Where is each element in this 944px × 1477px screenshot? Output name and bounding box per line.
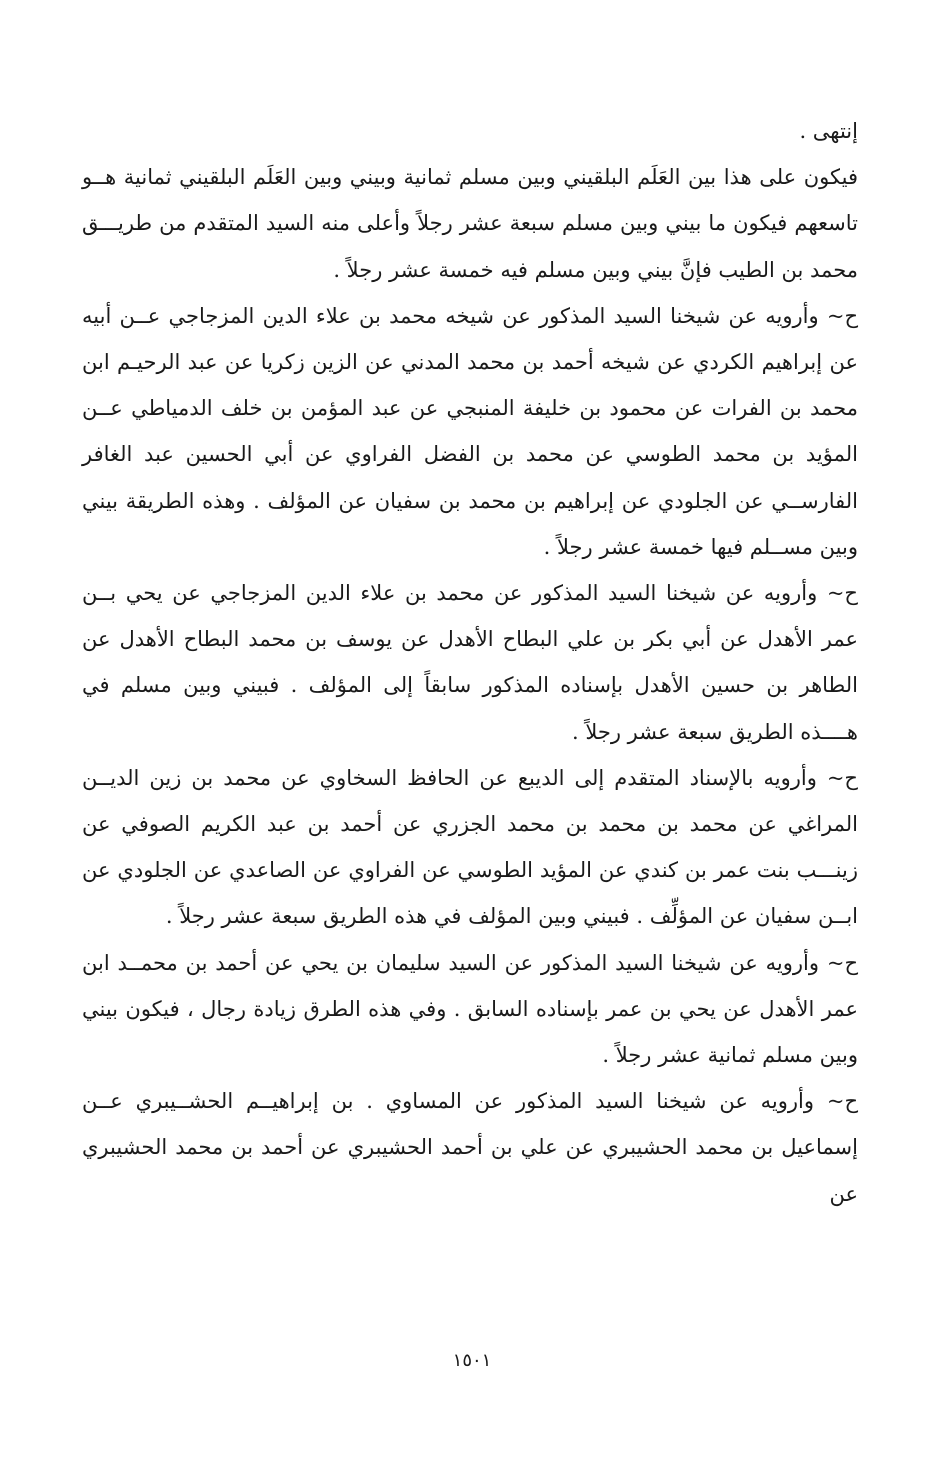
- paragraph: فيكون على هذا بين العَلَم البلقيني وبين مسلم ثمانية وبيني وبين العَلَم البلقيني ثمانية هــو تاسعهم فيكون ما بيني وبين مسلم سبعة عشر رجلاً وأعلى منه السيد المتقدم من طريـــق محمد بن الطيب فإنَّ بيني وبين مسلم فيه خمسة عشر رجلاً .: [82, 165, 858, 282]
- paragraph: ح~ وأرويه عن شيخنا السيد المذكور عن السيد سليمان بن يحي عن أحمد بن محمــد ابن عمر الأهدل عن يحي بن عمر بإسناده السابق . وفي هذه الطرق زيادة رجال ، فيكون بيني وبين مسلم ثمانية عشر رجلاً .: [82, 950, 858, 1068]
- paragraph: إنتهى .: [799, 119, 858, 143]
- paragraph: ح~ وأرويه عن شيخنا السيد المذكور عن شيخه محمد بن علاء الدين المزجاجي عــن أبيه عن إبراهيم الكردي عن شيخه أحمد بن محمد المدني عن الزين زكريا عن عبد الرحيـم ابن محمد بن الفرات عن محمود بن خليفة المنبجي عن عبد المؤمن بن خلف الدمياطي عــن المؤيد بن محمد الطوسي عن محمد بن الفضل الفراوي عن أبي الحسين عبد الغافر الفارســي عن الجلودي عن إبراهيم بن محمد بن سفيان عن المؤلف . وهذه الطريقة بيني وبين مســلم فيها خمسة عشر رجلاً .: [82, 303, 858, 559]
- paragraph: ح~ وأرويه عن شيخنا السيد المذكور عن محمد بن علاء الدين المزجاجي عن يحي بــن عمر الأهدل عن أبي بكر بن علي البطاح الأهدل عن يوسف بن محمد البطاح الأهدل عن الطاهر بن حسين الأهدل بإسناده المذكور سابقاً إلى المؤلف . فبيني وبين مسلم في هــــذه الطريق سبعة عشر رجلاً .: [82, 581, 858, 744]
- paragraph: ح~ وأرويه عن شيخنا السيد المذكور عن المساوي . بن إبراهيــم الحشــيبري عــن إسماعيل بن محمد الحشيبري عن علي بن أحمد الحشيبري عن أحمد بن محمد الحشيبري عن: [82, 1089, 858, 1206]
- body-text: [82, 108, 858, 1217]
- paragraph: ح~ وأرويه بالإسناد المتقدم إلى الديبع عن الحافظ السخاوي عن محمد بن زين الديــن المراغي عن محمد بن محمد بن محمد الجزري عن أحمد بن عبد الكريم الصوفي عن زينـــب بنت عمر بن كندي عن المؤيد الطوسي عن الفراوي عن الصاعدي عن الجلودي عن ابــن سفيان عن المؤلِّف . فبيني وبين المؤلف في هذه الطريق سبعة عشر رجلاً .: [82, 765, 858, 929]
- page-number: ١٥٠١: [452, 1350, 492, 1371]
